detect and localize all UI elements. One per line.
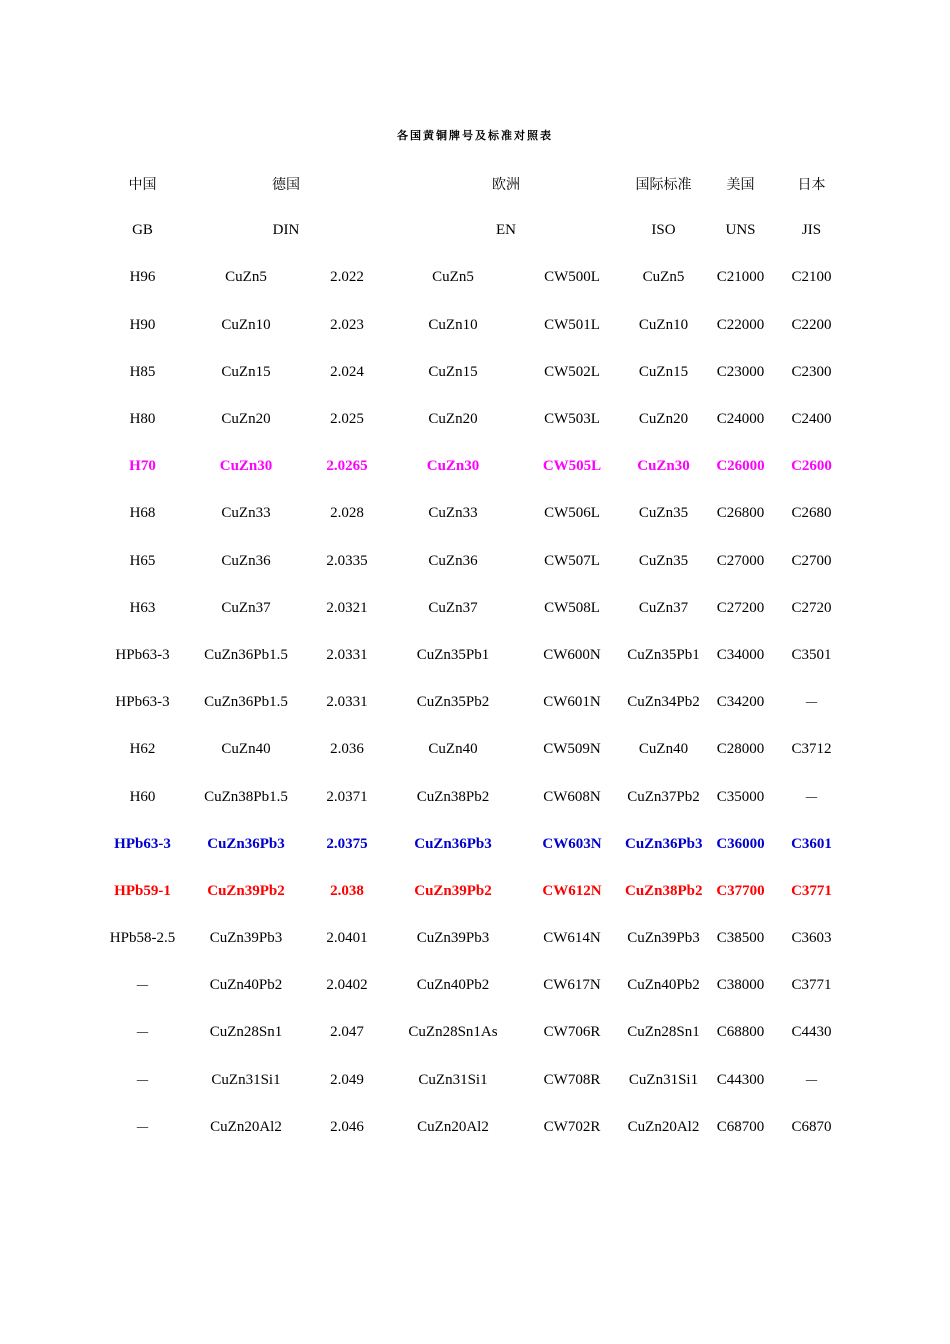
- table-row: [100, 349, 844, 396]
- cell-gb: H63: [129, 599, 156, 616]
- cell-iso: CuZn36Pb3: [625, 835, 703, 852]
- table-row: [100, 679, 844, 726]
- header-europe: 欧洲: [492, 176, 520, 193]
- table-row: [100, 490, 844, 537]
- cell-iso: CuZn38Pb2: [625, 882, 703, 899]
- cell-en: CuZn40: [428, 741, 478, 758]
- cell-jis: C3603: [791, 930, 832, 947]
- cell-uns: C26000: [716, 458, 765, 475]
- cell-iso: CuZn34Pb2: [627, 694, 700, 711]
- cell-uns: C68800: [716, 1024, 765, 1041]
- cell-gb: H90: [129, 316, 156, 333]
- cell-din-no: 2.036: [330, 741, 364, 758]
- cell-en: CuZn35Pb2: [416, 694, 490, 711]
- cell-iso: CuZn28Sn1: [627, 1024, 700, 1041]
- cell-uns: C27200: [716, 599, 765, 616]
- cell-en: CuZn20Al2: [417, 1118, 489, 1135]
- cell-jis: C3712: [791, 741, 832, 758]
- cell-gb: HPb63-3: [115, 694, 170, 711]
- cell-jis: －: [803, 790, 819, 807]
- cell-gb: H60: [129, 788, 156, 805]
- header-uns: UNS: [725, 222, 756, 239]
- cell-en-no: CW617N: [543, 977, 601, 994]
- cell-jis: C3771: [791, 977, 832, 994]
- cell-en-no: CW706R: [543, 1024, 601, 1041]
- cell-uns: C23000: [716, 363, 765, 380]
- cell-iso: CuZn35: [638, 552, 689, 569]
- table-row: [100, 632, 844, 679]
- cell-en: CuZn15: [428, 363, 478, 380]
- cell-din: CuZn30: [219, 458, 273, 475]
- cell-gb: －: [134, 1026, 150, 1043]
- cell-gb: HPb58-2.5: [109, 930, 176, 947]
- header-china: 中国: [128, 176, 157, 193]
- cell-din: CuZn28Sn1: [209, 1024, 283, 1041]
- header-iso-code: ISO: [651, 222, 676, 239]
- cell-din-no: 2.028: [330, 505, 364, 522]
- cell-en-no: CW505L: [542, 458, 602, 475]
- cell-en-no: CW600N: [543, 646, 601, 663]
- cell-en: CuZn33: [428, 505, 478, 522]
- table-row: [100, 585, 844, 632]
- cell-din-no: 2.023: [330, 316, 364, 333]
- cell-en-no: CW502L: [544, 363, 600, 380]
- cell-jis: C2400: [791, 411, 832, 428]
- cell-en: CuZn35Pb1: [416, 646, 490, 663]
- cell-en-no: CW603N: [542, 835, 602, 852]
- cell-din: CuZn40Pb2: [209, 977, 283, 994]
- cell-uns: C28000: [716, 741, 765, 758]
- cell-en: CuZn39Pb3: [416, 930, 490, 947]
- cell-din: CuZn36: [221, 552, 271, 569]
- cell-iso: CuZn20: [638, 411, 689, 428]
- cell-din: CuZn36Pb1.5: [204, 694, 288, 711]
- header-jis: JIS: [801, 222, 822, 239]
- table-row: [100, 773, 844, 820]
- table-row: [100, 726, 844, 773]
- header-gb: GB: [132, 222, 153, 239]
- cell-gb: H65: [129, 552, 156, 569]
- cell-en: CuZn20: [428, 411, 478, 428]
- cell-en: CuZn40Pb2: [416, 977, 490, 994]
- cell-jis: C6870: [791, 1118, 832, 1135]
- cell-en-no: CW608N: [543, 788, 601, 805]
- table-row: [100, 868, 844, 915]
- cell-uns: C27000: [716, 552, 765, 569]
- cell-en-no: CW506L: [544, 505, 600, 522]
- cell-uns: C24000: [716, 411, 765, 428]
- table-row: [100, 538, 844, 585]
- cell-iso: CuZn40Pb2: [627, 977, 700, 994]
- cell-uns: C22000: [716, 316, 765, 333]
- cell-uns: C38000: [716, 977, 765, 994]
- cell-din-no: 2.0331: [326, 646, 368, 663]
- cell-din-no: 2.0265: [326, 458, 368, 475]
- cell-din: CuZn36Pb1.5: [204, 646, 288, 663]
- cell-iso: CuZn37: [638, 599, 689, 616]
- cell-en-no: CW708R: [543, 1071, 601, 1088]
- table-row: [100, 1104, 844, 1151]
- cell-iso: CuZn20Al2: [627, 1118, 700, 1135]
- cell-en-no: CW508L: [544, 599, 600, 616]
- cell-jis: C2720: [791, 599, 832, 616]
- cell-din-no: 2.0375: [326, 835, 368, 852]
- cell-uns: C44300: [716, 1071, 765, 1088]
- table-body: [100, 160, 844, 1151]
- cell-en: CuZn37: [428, 599, 478, 616]
- cell-en-no: CW503L: [544, 411, 600, 428]
- cell-uns: C34200: [716, 694, 765, 711]
- cell-en: CuZn28Sn1As: [408, 1024, 498, 1041]
- cell-gb: H80: [129, 411, 156, 428]
- cell-din: CuZn39Pb3: [209, 930, 283, 947]
- cell-din: CuZn31Si1: [211, 1071, 281, 1088]
- header-usa: 美国: [726, 176, 755, 193]
- table-row: [100, 302, 844, 349]
- cell-en: CuZn36: [428, 552, 478, 569]
- cell-uns: C37700: [716, 882, 765, 899]
- cell-din: CuZn10: [221, 316, 271, 333]
- table-row: [100, 443, 844, 490]
- cell-en-no: CW702R: [543, 1118, 601, 1135]
- cell-gb: H62: [129, 741, 156, 758]
- cell-jis: C2600: [791, 458, 832, 475]
- cell-jis: －: [803, 1073, 819, 1090]
- cell-din-no: 2.0331: [326, 694, 368, 711]
- brass-standards-table: [100, 160, 844, 1151]
- header-japan: 日本: [797, 176, 826, 193]
- cell-gb: HPb63-3: [115, 646, 170, 663]
- cell-en: CuZn30: [426, 458, 480, 475]
- header-germany: 德国: [272, 176, 300, 193]
- cell-jis: C2300: [791, 363, 832, 380]
- cell-gb: －: [134, 1120, 150, 1137]
- cell-en-no: CW501L: [544, 316, 600, 333]
- cell-uns: C26800: [716, 505, 765, 522]
- cell-en: CuZn36Pb3: [414, 835, 492, 852]
- cell-iso: CuZn5: [642, 269, 685, 286]
- cell-iso: CuZn40: [638, 741, 689, 758]
- cell-gb: H68: [129, 505, 156, 522]
- cell-jis: C3601: [791, 835, 832, 852]
- cell-en-no: CW509N: [543, 741, 601, 758]
- cell-din-no: 2.0335: [326, 552, 368, 569]
- table-row: [100, 915, 844, 962]
- cell-din-no: 2.025: [330, 411, 364, 428]
- cell-jis: C2100: [791, 269, 832, 286]
- cell-gb: HPb63-3: [114, 835, 171, 852]
- cell-en-no: CW614N: [543, 930, 601, 947]
- cell-din-no: 2.0402: [326, 977, 368, 994]
- cell-uns: C21000: [716, 269, 765, 286]
- table-row: [100, 962, 844, 1009]
- cell-jis: C4430: [791, 1024, 832, 1041]
- page-title: 各国黄铜牌号及标准对照表: [397, 129, 553, 142]
- cell-jis: －: [803, 696, 819, 713]
- cell-iso: CuZn15: [638, 363, 689, 380]
- cell-gb: HPb59-1: [114, 882, 171, 899]
- cell-gb: H85: [129, 363, 156, 380]
- cell-uns: C36000: [716, 835, 765, 852]
- cell-en: CuZn39Pb2: [414, 882, 492, 899]
- cell-en-no: CW500L: [544, 269, 600, 286]
- cell-din: CuZn20Al2: [210, 1118, 282, 1135]
- cell-jis: C3771: [791, 882, 832, 899]
- cell-din-no: 2.022: [330, 269, 364, 286]
- cell-din: CuZn37: [221, 599, 271, 616]
- cell-din: CuZn15: [221, 363, 271, 380]
- table-row: [100, 1009, 844, 1056]
- table-row: [100, 396, 844, 443]
- header-country-row: [100, 160, 844, 207]
- header-en: EN: [496, 222, 516, 239]
- cell-din-no: 2.049: [330, 1071, 364, 1088]
- cell-din-no: 2.0371: [326, 788, 368, 805]
- cell-en-no: CW612N: [542, 882, 602, 899]
- cell-din: CuZn33: [221, 505, 271, 522]
- cell-en-no: CW601N: [543, 694, 601, 711]
- cell-uns: C34000: [716, 646, 765, 663]
- cell-gb: H96: [129, 269, 156, 286]
- cell-din: CuZn40: [221, 741, 271, 758]
- cell-uns: C68700: [716, 1118, 765, 1135]
- cell-en: CuZn31Si1: [418, 1071, 488, 1088]
- cell-din-no: 2.024: [330, 363, 364, 380]
- header-standard-row: [100, 207, 844, 254]
- cell-jis: C3501: [791, 646, 832, 663]
- cell-iso: CuZn31Si1: [628, 1071, 699, 1088]
- cell-iso: CuZn30: [637, 458, 690, 475]
- table-row: [100, 1057, 844, 1104]
- cell-en: CuZn38Pb2: [416, 788, 490, 805]
- cell-gb: －: [134, 979, 150, 996]
- cell-iso: CuZn39Pb3: [627, 930, 700, 947]
- cell-din: CuZn5: [225, 269, 267, 286]
- cell-din: CuZn38Pb1.5: [204, 788, 288, 805]
- cell-en: CuZn5: [432, 269, 474, 286]
- cell-din-no: 2.0401: [326, 930, 368, 947]
- cell-jis: C2700: [791, 552, 832, 569]
- cell-uns: C38500: [716, 930, 765, 947]
- cell-din: CuZn20: [221, 411, 271, 428]
- cell-din-no: 2.047: [330, 1024, 364, 1041]
- table-row: [100, 254, 844, 301]
- table-row: [100, 821, 844, 868]
- cell-gb: H70: [129, 458, 156, 475]
- cell-jis: C2680: [791, 505, 832, 522]
- cell-iso: CuZn10: [638, 316, 689, 333]
- cell-din-no: 2.046: [330, 1118, 364, 1135]
- cell-iso: CuZn35: [638, 505, 689, 522]
- cell-iso: CuZn37Pb2: [627, 788, 700, 805]
- cell-en: CuZn10: [428, 316, 478, 333]
- cell-din: CuZn36Pb3: [207, 835, 285, 852]
- cell-iso: CuZn35Pb1: [627, 646, 700, 663]
- cell-uns: C35000: [716, 788, 765, 805]
- cell-en-no: CW507L: [544, 552, 600, 569]
- cell-jis: C2200: [791, 316, 832, 333]
- cell-din: CuZn39Pb2: [207, 882, 285, 899]
- cell-din-no: 2.038: [330, 882, 364, 899]
- cell-gb: －: [134, 1073, 150, 1090]
- cell-din-no: 2.0321: [326, 599, 368, 616]
- header-iso: 国际标准: [635, 176, 692, 193]
- header-din: DIN: [272, 222, 300, 239]
